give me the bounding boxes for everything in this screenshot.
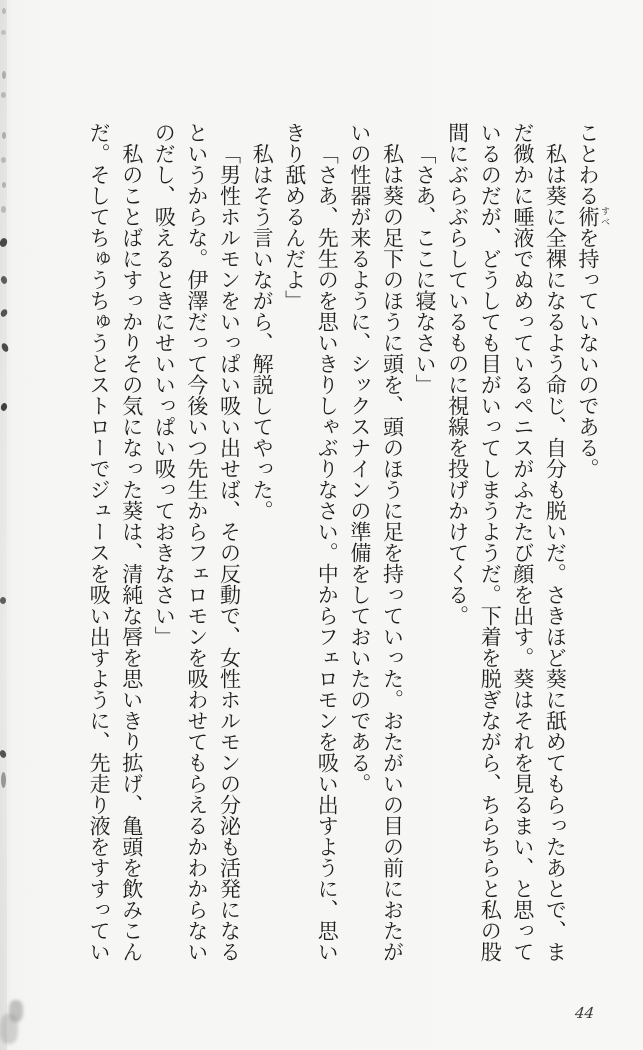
paragraph-text: を持っていないのである。 xyxy=(576,227,600,479)
scan-speck xyxy=(2,182,6,188)
scan-speck xyxy=(1,30,6,35)
scan-speck xyxy=(1,92,6,98)
scan-speck xyxy=(1,157,6,163)
scan-ink-mark xyxy=(0,308,9,318)
page-number: 44 xyxy=(574,1004,596,1022)
paragraph: 私はそう言いながら、解説してやった。 xyxy=(250,143,275,521)
ruby-base: 術 xyxy=(576,206,600,227)
scan-speck xyxy=(1,206,6,213)
paragraph: 私のことばにすっかりその気になった葵は、清純な唇を思いきり拡げ、亀頭を飲みこんだ。そしてちゅうちゅうとストローでジュースを吸い出すように、先走り液をすすってい xyxy=(87,122,144,962)
scan-ink-mark xyxy=(0,237,8,248)
scan-ink-mark xyxy=(0,597,6,604)
ruby-annotation xyxy=(576,206,609,227)
ruby-furigana: すべ xyxy=(599,206,609,227)
paragraph: 私は葵の足下のほうに頭を、頭のほうに足を持っていった。おたがいの目の前におたがいの性器が来るように、シックスナインの準備をしておいたのである。 xyxy=(347,122,405,962)
paragraph xyxy=(571,122,609,967)
paragraph-text: ことわる xyxy=(576,122,600,206)
dialogue-paragraph: 「さあ、ここに寝なさい」 xyxy=(413,143,438,395)
dialogue-paragraph: 「さあ、先生のを思いきりしゃぶりなさい。中からフェロモンを吸い出すように、思いきり舐めるんだよ」 xyxy=(282,122,340,962)
scan-speck xyxy=(2,132,6,139)
scan-smudge xyxy=(0,1014,18,1044)
scan-speck xyxy=(2,8,6,14)
scan-speck xyxy=(2,71,6,79)
body-text xyxy=(43,122,609,967)
dialogue-paragraph: 「男性ホルモンをいっぱい吸い出せば、その反動で、女性ホルモンの分泌も活発になるというからな。伊澤だって今後いつ先生からフェロモンを吸わせてもらえるかわからないのだし、吸えるときにせいいっぱい吸っておきなさい」 xyxy=(152,122,242,962)
scan-ink-mark xyxy=(1,772,6,788)
paragraph: 私は葵に全裸になるよう命じ、自分も脱いだ。さきほど葵に舐めてもらったあとで、まだ微かに唾液でぬめっているペニスがふたたび顔を出す。葵はそれを見るまい、と思っているのだが、どうしても目がいってしまうようだ。下着を脱ぎながら、ちらちらと私の股間にぶらぶらしているものに視線を投げかけてくる。 xyxy=(445,122,568,962)
